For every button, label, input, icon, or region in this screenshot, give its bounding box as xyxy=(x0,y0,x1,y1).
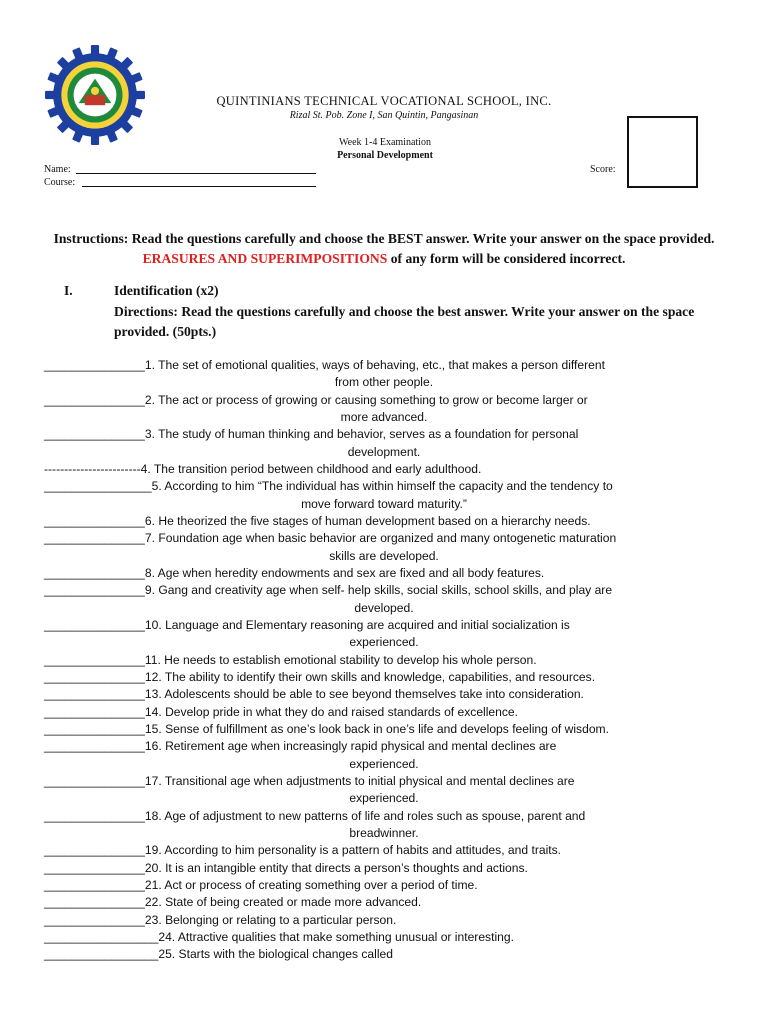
name-label: Name: xyxy=(44,164,71,175)
answer-blank[interactable]: _______________ xyxy=(44,877,145,892)
question-text: 11. He needs to establish emotional stability to develop his whole person. xyxy=(144,652,537,667)
question-text: 5. According to him “The individual has within himself the capacity and the tendency to xyxy=(151,479,613,494)
question-item xyxy=(44,929,724,946)
instructions xyxy=(44,229,724,269)
instructions-text-end: of any form will be considered incorrect. xyxy=(390,251,626,266)
question-list xyxy=(44,357,724,963)
question-text: 4. The transition period between childhood and early adulthood. xyxy=(140,461,482,476)
answer-blank[interactable]: _______________ xyxy=(44,617,145,632)
school-seal-logo xyxy=(44,44,146,146)
section-directions: Directions: Read the questions carefully and choose the best answer. Write your answer on the space provided. (50pts.) xyxy=(114,304,695,339)
question-item xyxy=(44,357,724,374)
answer-blank[interactable]: _________________ xyxy=(44,947,159,962)
answer-blank[interactable]: _______________ xyxy=(44,721,145,736)
question-item xyxy=(44,617,724,634)
question-item xyxy=(44,946,724,963)
score-box xyxy=(627,116,698,188)
question-text: 14. Develop pride in what they do and raised standards of excellence. xyxy=(144,704,519,719)
course-label: Course: xyxy=(44,177,76,188)
question-item xyxy=(44,912,724,929)
answer-blank[interactable]: _________________ xyxy=(44,929,159,944)
question-text: 18. Age of adjustment to new patterns of life and roles such as spouse, parent and xyxy=(144,808,586,823)
question-text-continued: experienced. xyxy=(349,635,419,650)
question-item xyxy=(44,530,724,547)
question-item xyxy=(44,877,724,894)
question-item xyxy=(44,461,724,478)
answer-blank[interactable]: _______________ xyxy=(44,704,145,719)
question-text: 20. It is an intangible entity that directs a person’s thoughts and actions. xyxy=(144,860,528,875)
question-item xyxy=(44,652,724,669)
answer-blank[interactable]: _______________ xyxy=(44,808,145,823)
question-item xyxy=(44,738,724,755)
question-item xyxy=(44,860,724,877)
answer-blank[interactable]: ------------------------ xyxy=(44,461,141,476)
question-text: 25. Starts with the biological changes called xyxy=(158,947,393,962)
question-item xyxy=(44,721,724,738)
question-text: 21. Act or process of creating something over a period of time. xyxy=(144,877,478,892)
question-item xyxy=(44,565,724,582)
question-text: 17. Transitional age when adjustments to initial physical and mental declines are xyxy=(144,773,575,788)
question-text-continued: development. xyxy=(347,444,421,459)
answer-blank[interactable]: _______________ xyxy=(44,739,145,754)
course-field[interactable] xyxy=(82,186,316,187)
question-text-continued: skills are developed. xyxy=(329,548,439,563)
question-text-continued: more advanced. xyxy=(340,409,428,424)
question-text: 19. According to him personality is a pattern of habits and attitudes, and traits. xyxy=(144,843,562,858)
instructions-text: Instructions: Read the questions carefully and choose the BEST answer. Write your answer on the space provided. xyxy=(53,231,715,246)
answer-blank[interactable]: _______________ xyxy=(44,392,145,407)
question-item xyxy=(44,704,724,721)
school-address: Rizal St. Pob. Zone I, San Quintin, Pangasinan xyxy=(289,110,479,121)
question-text-continued: breadwinner. xyxy=(349,825,419,840)
section-title: Identification (x2) xyxy=(114,283,219,298)
exam-title: Week 1-4 Examination xyxy=(339,137,431,148)
question-item xyxy=(44,894,724,911)
question-text: 9. Gang and creativity age when self- help skills, social skills, school skills, and play are xyxy=(144,583,613,598)
exam-subject: Personal Development xyxy=(337,150,433,161)
answer-blank[interactable]: _______________ xyxy=(44,565,145,580)
school-name: QUINTINIANS TECHNICAL VOCATIONAL SCHOOL, INC. xyxy=(216,94,552,108)
question-text-continued: experienced. xyxy=(349,756,419,771)
question-text: 3. The study of human thinking and behavior, serves as a foundation for personal xyxy=(144,427,579,442)
question-item xyxy=(44,686,724,703)
question-text: 7. Foundation age when basic behavior are organized and many ontogenetic maturation xyxy=(144,531,617,546)
question-text: 24. Attractive qualities that make something unusual or interesting. xyxy=(158,929,514,944)
question-text: 6. He theorized the five stages of human development based on a hierarchy needs. xyxy=(144,513,591,528)
answer-blank[interactable]: _______________ xyxy=(44,427,145,442)
question-item xyxy=(44,842,724,859)
question-text: 15. Sense of fulfillment as one’s look back in one’s life and develops feeling of wisdom. xyxy=(144,721,609,736)
question-text: 8. Age when heredity endowments and sex are fixed and all body features. xyxy=(144,565,545,580)
answer-blank[interactable]: _______________ xyxy=(44,773,145,788)
answer-blank[interactable]: _______________ xyxy=(44,583,145,598)
question-text: 10. Language and Elementary reasoning are acquired and initial socialization is xyxy=(144,617,570,632)
question-text: 1. The set of emotional qualities, ways of behaving, etc., that makes a person different xyxy=(144,358,605,372)
answer-blank[interactable]: _______________ xyxy=(44,687,145,702)
question-text: 23. Belonging or relating to a particular person. xyxy=(144,912,397,927)
question-text-continued: developed. xyxy=(354,600,414,615)
question-item xyxy=(44,582,724,599)
answer-blank[interactable]: _______________ xyxy=(44,358,145,372)
question-text-continued: move forward toward maturity.” xyxy=(301,496,467,511)
question-item xyxy=(44,392,724,409)
question-item xyxy=(44,478,724,495)
question-text-continued: from other people. xyxy=(334,375,434,390)
question-text: 13. Adolescents should be able to see beyond themselves take into consideration. xyxy=(144,687,584,702)
name-field[interactable] xyxy=(76,173,316,174)
answer-blank[interactable]: _______________ xyxy=(44,669,145,684)
answer-blank[interactable]: _______________ xyxy=(44,860,145,875)
question-text-continued: experienced. xyxy=(349,791,419,806)
question-text: 2. The act or process of growing or causing something to grow or become larger or xyxy=(144,392,588,407)
question-item xyxy=(44,808,724,825)
answer-blank[interactable]: _______________ xyxy=(44,531,145,546)
question-item xyxy=(44,773,724,790)
answer-blank[interactable]: ________________ xyxy=(44,479,152,494)
question-text: 16. Retirement age when increasingly rapid physical and mental declines are xyxy=(144,739,557,754)
question-text: 12. The ability to identify their own skills and knowledge, capabilities, and resources. xyxy=(144,669,596,684)
instructions-warning: ERASURES AND SUPERIMPOSITIONS xyxy=(142,251,388,266)
answer-blank[interactable]: _______________ xyxy=(44,513,145,528)
section-number: I. xyxy=(64,283,73,298)
score-label: Score: xyxy=(590,164,616,175)
answer-blank[interactable]: _______________ xyxy=(44,912,145,927)
answer-blank[interactable]: _______________ xyxy=(44,843,145,858)
question-item xyxy=(44,513,724,530)
question-item xyxy=(44,426,724,443)
answer-blank[interactable]: _______________ xyxy=(44,652,145,667)
question-text: 22. State of being created or made more advanced. xyxy=(144,895,422,910)
answer-blank[interactable]: _______________ xyxy=(44,895,145,910)
question-item xyxy=(44,669,724,686)
